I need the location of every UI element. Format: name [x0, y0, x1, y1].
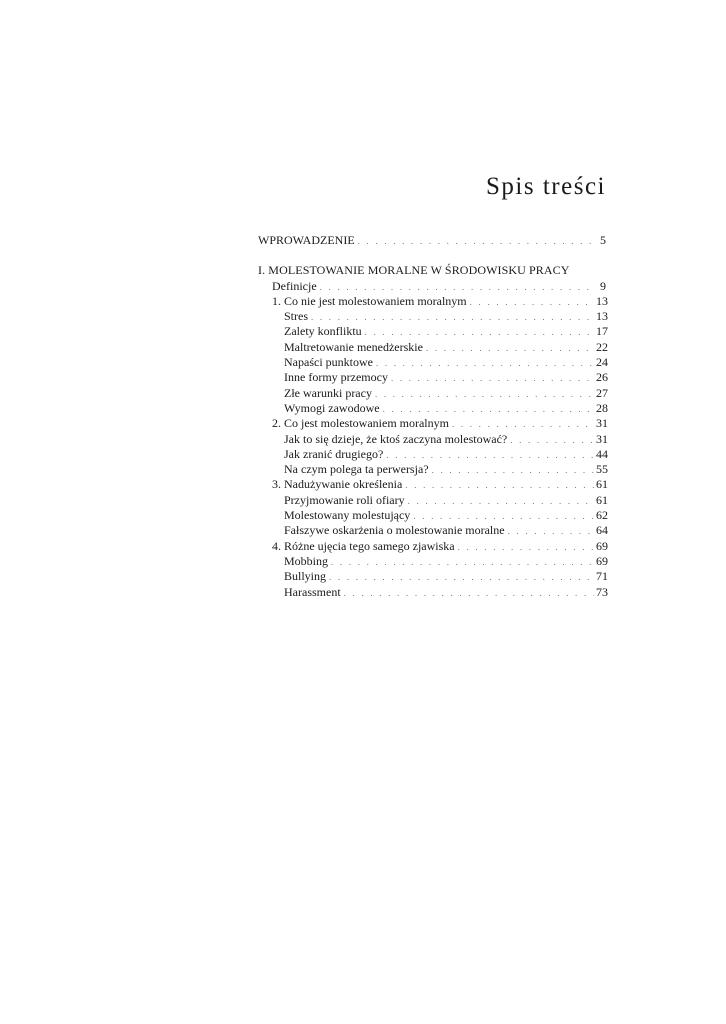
toc-entry-label: Inne formy przemocy — [284, 370, 388, 385]
toc-page-number: 17 — [596, 324, 608, 339]
toc-entry[interactable] — [258, 585, 606, 600]
toc-page-number: 31 — [596, 431, 608, 446]
toc-entry[interactable] — [258, 493, 606, 508]
toc-entry[interactable] — [258, 309, 606, 324]
toc-entry[interactable] — [258, 523, 606, 538]
dot-leader — [432, 463, 594, 478]
toc-entry[interactable] — [258, 355, 606, 370]
dot-leader — [329, 570, 594, 585]
toc-entry-label: Jak to się dzieje, że ktoś zaczyna molestować? — [284, 431, 508, 446]
dot-leader — [426, 341, 594, 356]
toc-entry-label: Harassment — [284, 584, 341, 599]
dot-leader — [344, 586, 594, 601]
dot-leader — [320, 280, 594, 295]
toc-page-number: 13 — [596, 309, 608, 324]
toc-entry[interactable] — [258, 447, 606, 462]
toc-page-number: 5 — [600, 233, 606, 247]
dot-leader — [452, 417, 594, 432]
toc-entry-label: Stres — [284, 309, 308, 324]
dot-leader — [311, 310, 594, 325]
toc-entry-label: 4. Różne ujęcia tego samego zjawiska — [272, 538, 455, 553]
dot-leader — [408, 494, 594, 509]
toc-page-number: 62 — [596, 508, 608, 523]
dot-leader — [383, 402, 594, 417]
toc-entry[interactable] — [258, 401, 606, 416]
toc-entry-label: Mobbing — [284, 553, 329, 568]
toc-entry-label: 1. Co nie jest molestowaniem moralnym — [272, 293, 467, 308]
toc-entry-label: Na czym polega ta perwersja? — [284, 462, 429, 477]
toc-page-number: 69 — [596, 538, 608, 553]
toc-entry-label: Bullying — [284, 569, 327, 584]
toc-entry[interactable] — [258, 279, 606, 294]
dot-leader — [391, 371, 594, 386]
dot-leader — [470, 295, 594, 310]
toc-entry-label: Maltretowanie menedżerskie — [284, 339, 423, 354]
toc-page-number: 31 — [596, 416, 608, 431]
toc-page-number: 26 — [596, 370, 608, 385]
toc-entry[interactable] — [258, 340, 606, 355]
toc-entry-label: Jak zranić drugiego? — [284, 446, 384, 461]
toc-entry[interactable] — [258, 554, 606, 569]
toc-entry-label: Złe warunki pracy — [284, 385, 372, 400]
toc-entry[interactable] — [258, 432, 606, 447]
toc-entry[interactable] — [258, 569, 606, 584]
toc-entry-label: Definicje — [272, 278, 317, 293]
dot-leader — [386, 448, 594, 463]
toc-entry[interactable] — [258, 462, 606, 477]
toc-entry-label: Przyjmowanie roli ofiary — [284, 492, 405, 507]
toc-page-number: 61 — [596, 477, 608, 492]
dot-leader — [510, 433, 594, 448]
toc-entry[interactable] — [258, 539, 606, 554]
toc-page-number: 71 — [596, 569, 608, 584]
toc-entry-label: Zalety konfliktu — [284, 324, 362, 339]
toc-page-number: 24 — [596, 355, 608, 370]
toc-page-number: 69 — [596, 553, 608, 568]
toc-page-number: 22 — [596, 339, 608, 354]
dot-leader — [376, 356, 594, 371]
toc-entry-label: Napaści punktowe — [284, 355, 373, 370]
toc-page-number: 44 — [596, 446, 608, 461]
toc-page-number: 13 — [596, 293, 608, 308]
toc-page-number: 64 — [596, 523, 608, 538]
page-title: Spis treści — [486, 172, 606, 200]
toc-entry[interactable] — [258, 370, 606, 385]
toc-entry[interactable] — [258, 416, 606, 431]
dot-leader — [405, 478, 594, 493]
toc-entry-label: WPROWADZENIE — [258, 233, 355, 247]
toc-page-number: 73 — [596, 584, 608, 599]
toc-entry-label: Wymogi zawodowe — [284, 400, 380, 415]
toc-entry[interactable] — [258, 386, 606, 401]
chapter-heading: I. MOLESTOWANIE MORALNE W ŚRODOWISKU PRACY — [258, 263, 570, 278]
table-of-contents — [258, 233, 606, 600]
dot-leader — [358, 234, 594, 249]
dot-leader — [331, 555, 594, 570]
toc-entry[interactable] — [258, 294, 606, 309]
dot-leader — [365, 325, 594, 340]
toc-page-number: 27 — [596, 385, 608, 400]
toc-entry-label: 3. Nadużywanie określenia — [272, 477, 403, 492]
toc-entry-label: Fałszywe oskarżenia o molestowanie moralne — [284, 523, 505, 538]
dot-leader — [413, 509, 594, 524]
toc-entry-intro[interactable] — [258, 233, 606, 248]
dot-leader — [508, 524, 594, 539]
toc-entry-label: Molestowany molestujący — [284, 508, 411, 523]
toc-entry[interactable] — [258, 508, 606, 523]
toc-page-number: 9 — [600, 278, 606, 293]
toc-entry[interactable] — [258, 324, 606, 339]
dot-leader — [375, 387, 594, 402]
toc-entry[interactable] — [258, 477, 606, 492]
toc-page-number: 61 — [596, 492, 608, 507]
toc-page-number: 28 — [596, 400, 608, 415]
toc-entry-label: 2. Co jest molestowaniem moralnym — [272, 416, 449, 431]
toc-entries-list — [258, 279, 606, 600]
dot-leader — [458, 540, 594, 555]
toc-page-number: 55 — [596, 462, 608, 477]
